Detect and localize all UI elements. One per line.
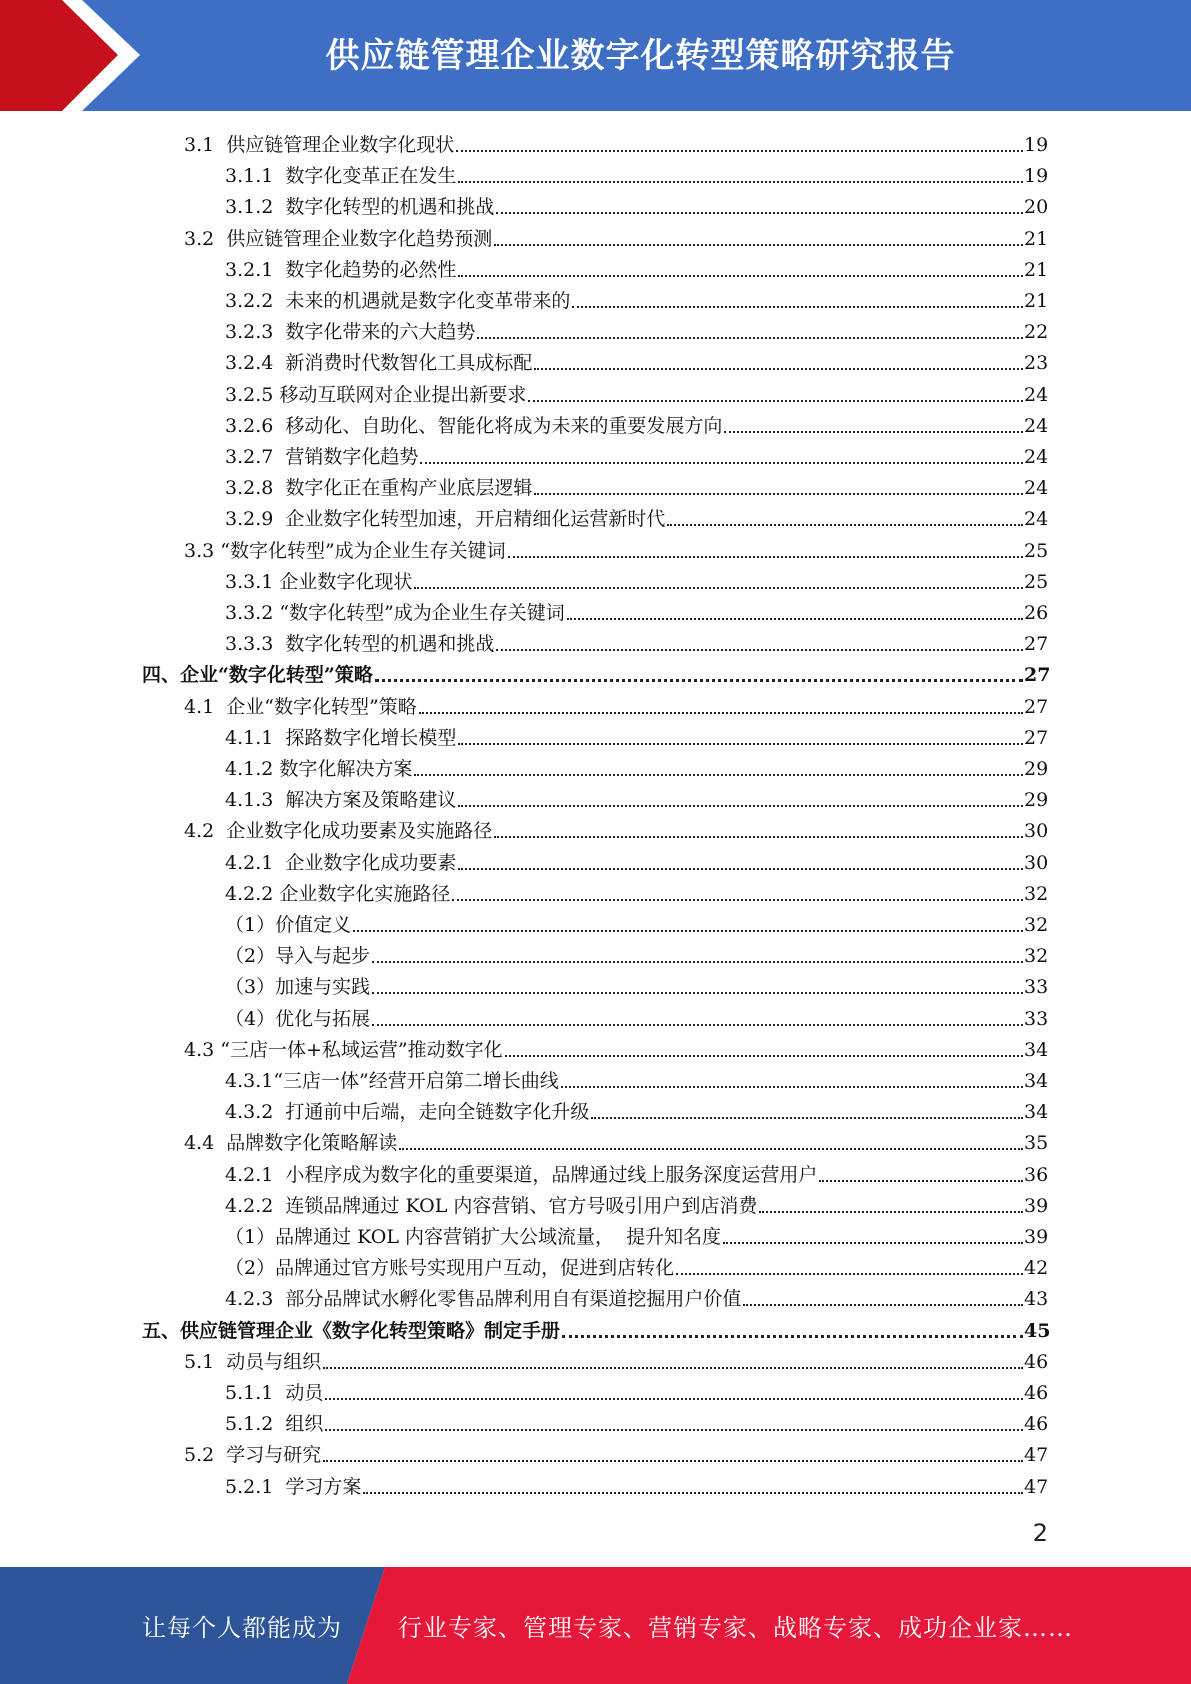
toc-entry[interactable]	[225, 1374, 1048, 1405]
footer-slogan-right: 行业专家、管理专家、营销专家、战略专家、成功企业家……	[398, 1614, 1073, 1642]
toc-entry[interactable]	[225, 438, 1048, 469]
toc-entry-label: （2）导入与起步	[225, 945, 371, 968]
toc-entry-page: 47	[1024, 1444, 1049, 1467]
toc-entry-page: 26	[1024, 602, 1049, 624]
toc-dot-leader	[458, 868, 1023, 870]
toc-dot-leader	[667, 524, 1023, 526]
toc-entry[interactable]	[225, 500, 1048, 531]
toc-dot-leader	[325, 1398, 1023, 1400]
toc-entry-page: 39	[1024, 1226, 1049, 1248]
toc-dot-leader	[372, 992, 1023, 994]
toc-entry[interactable]	[184, 1124, 1048, 1155]
toc-entry[interactable]	[225, 844, 1048, 875]
toc-dot-leader	[420, 462, 1023, 464]
toc-entry-page: 33	[1024, 1007, 1049, 1030]
toc-entry-page: 34	[1024, 1101, 1049, 1124]
toc-entry-page: 27	[1024, 664, 1051, 687]
toc-entry-page: 34	[1024, 1070, 1049, 1092]
toc-dot-leader	[534, 493, 1023, 495]
toc-entry-page: 42	[1024, 1257, 1049, 1280]
toc-entry-label: 3.1.2 数字化转型的机遇和挑战	[225, 196, 495, 219]
toc-entry-page: 27	[1024, 695, 1049, 718]
toc-entry[interactable]	[225, 1468, 1048, 1499]
toc-entry-label: 3.2.8 数字化正在重构产业底层逻辑	[225, 477, 533, 500]
toc-entry[interactable]	[225, 594, 1048, 625]
toc-entry-label: 3.3 “数字化转型”成为企业生存关键词	[184, 539, 506, 562]
toc-entry-page: 43	[1024, 1288, 1049, 1311]
toc-entry-label: 5.1.2 组织	[225, 1413, 324, 1436]
toc-dot-leader	[325, 1429, 1023, 1431]
toc-dot-leader	[323, 1367, 1023, 1369]
toc-entry[interactable]	[225, 968, 1048, 999]
toc-entry[interactable]	[225, 1187, 1048, 1218]
toc-dot-leader	[414, 587, 1023, 589]
toc-entry[interactable]	[225, 781, 1048, 812]
toc-entry-page: 22	[1024, 321, 1049, 344]
toc-entry-label: 4.2 企业数字化成功要素及实施路径	[184, 820, 493, 843]
toc-entry[interactable]	[225, 1000, 1048, 1031]
toc-entry-label: 3.2.5 移动互联网对企业提出新要求	[225, 383, 527, 406]
toc-entry[interactable]	[225, 188, 1048, 219]
toc-dot-leader	[414, 774, 1023, 776]
toc-entry-page: 19	[1024, 134, 1049, 156]
toc-dot-leader	[419, 712, 1023, 714]
toc-dot-leader	[567, 618, 1023, 620]
footer-slogan-left: 让每个人都能成为	[142, 1614, 342, 1642]
toc-entry-page: 23	[1024, 352, 1049, 375]
toc-entry[interactable]	[184, 126, 1048, 157]
toc-dot-leader	[452, 899, 1023, 901]
toc-entry[interactable]	[184, 1031, 1048, 1062]
toc-entry[interactable]	[225, 251, 1048, 282]
toc-entry-label: 5.2.1 学习方案	[225, 1475, 362, 1498]
toc-entry-label: 4.2.1 小程序成为数字化的重要渠道，品牌通过线上服务深度运营用户	[225, 1163, 818, 1186]
toc-entry-label: 4.3.1“三店一体”经营开启第二增长曲线	[225, 1070, 559, 1092]
toc-entry-page: 32	[1024, 882, 1049, 905]
toc-entry-label: （1）价值定义	[225, 914, 352, 936]
toc-dot-leader	[591, 1117, 1023, 1119]
toc-entry-page: 47	[1024, 1475, 1049, 1498]
toc-dot-leader	[458, 743, 1023, 745]
toc-entry-page: 32	[1024, 945, 1049, 968]
toc-dot-leader	[561, 1086, 1023, 1088]
toc-dot-leader	[363, 1492, 1023, 1494]
toc-entry[interactable]	[184, 1343, 1048, 1374]
toc-entry[interactable]	[225, 1280, 1048, 1311]
toc-entry-page: 24	[1024, 508, 1049, 531]
toc-entry-page: 25	[1024, 570, 1049, 593]
toc-entry-label: 5.2 学习与研究	[184, 1444, 322, 1467]
toc-entry-page: 29	[1024, 758, 1049, 780]
toc-entry-page: 46	[1024, 1382, 1049, 1404]
toc-entry-page: 19	[1024, 165, 1049, 188]
toc-dot-leader	[528, 400, 1023, 402]
toc-entry-page: 25	[1024, 539, 1049, 562]
toc-entry-page: 35	[1024, 1132, 1049, 1155]
toc-entry[interactable]	[142, 1312, 1051, 1343]
document-title: 供应链管理企业数字化转型策略研究报告	[325, 35, 956, 76]
toc-entry[interactable]	[225, 313, 1048, 344]
page-number: 2	[1032, 1519, 1048, 1547]
toc-dot-leader	[456, 150, 1023, 152]
toc-entry[interactable]	[225, 344, 1048, 375]
toc-entry[interactable]	[225, 157, 1048, 188]
toc-entry-page: 21	[1024, 290, 1049, 312]
toc-entry-label: 4.1 企业“数字化转型”策略	[184, 695, 417, 718]
toc-entry[interactable]	[225, 719, 1048, 750]
toc-entry[interactable]	[225, 1218, 1048, 1249]
toc-entry-page: 30	[1024, 851, 1049, 874]
toc-dot-leader	[496, 212, 1023, 214]
toc-dot-leader	[458, 275, 1023, 277]
toc-dot-leader	[759, 1211, 1023, 1213]
toc-entry[interactable]	[184, 532, 1048, 563]
toc-dot-leader	[676, 1273, 1023, 1275]
toc-entry-page: 46	[1024, 1413, 1049, 1436]
toc-entry-label: 4.1.2 数字化解决方案	[225, 758, 413, 780]
toc-entry-label: 五、供应链管理企业《数字化转型策略》制定手册	[142, 1319, 561, 1342]
toc-entry-label: 4.3 “三店一体+私域运营”推动数字化	[184, 1038, 503, 1061]
header-arrow-decoration	[0, 0, 150, 111]
toc-entry-label: 4.2.2 连锁品牌通过 KOL 内容营销、官方号吸引用户到店消费	[225, 1194, 758, 1217]
toc-entry[interactable]	[225, 1093, 1048, 1124]
toc-dot-leader	[458, 805, 1023, 807]
toc-entry-label: 5.1.1 动员	[225, 1382, 324, 1404]
toc-entry-label: 3.2.4 新消费时代数智化工具成标配	[225, 352, 533, 375]
toc-entry-label: 4.3.2 打通前中后端，走向全链数字化升级	[225, 1101, 590, 1124]
toc-entry-label: 3.2.7 营销数字化趋势	[225, 446, 419, 468]
header-red-shape	[0, 0, 118, 111]
toc-entry[interactable]	[184, 1436, 1048, 1467]
toc-entry[interactable]	[225, 1405, 1048, 1436]
toc-dot-leader	[372, 961, 1023, 963]
toc-entry[interactable]	[225, 625, 1048, 656]
toc-entry-label: 4.2.2 企业数字化实施路径	[225, 882, 451, 905]
toc-entry[interactable]	[225, 563, 1048, 594]
toc-entry[interactable]	[225, 1156, 1048, 1187]
toc-entry-label: 3.2.3 数字化带来的六大趋势	[225, 321, 476, 344]
toc-dot-leader	[458, 181, 1023, 183]
toc-entry-page: 34	[1024, 1038, 1049, 1061]
toc-dot-leader	[399, 1148, 1023, 1150]
toc-dot-leader	[508, 556, 1023, 558]
toc-entry-label: （4）优化与拓展	[225, 1007, 371, 1030]
page-header	[0, 0, 1191, 111]
toc-entry[interactable]	[225, 906, 1048, 937]
toc-dot-leader	[505, 1055, 1023, 1057]
toc-dot-leader	[534, 368, 1023, 370]
toc-entry-page: 21	[1024, 227, 1049, 250]
toc-entry-label: 4.2.3 部分品牌试水孵化零售品牌利用自有渠道挖掘用户价值	[225, 1288, 742, 1311]
toc-entry-label: 3.2.2 未来的机遇就是数字化变革带来的	[225, 290, 571, 312]
toc-entry-label: 4.1.1 探路数字化增长模型	[225, 726, 457, 749]
toc-entry-page: 24	[1024, 414, 1049, 437]
toc-entry[interactable]	[184, 812, 1048, 843]
toc-entry-page: 33	[1024, 976, 1049, 999]
toc-entry-page: 27	[1024, 726, 1049, 749]
toc-dot-leader	[323, 1460, 1023, 1462]
toc-entry-label: 4.2.1 企业数字化成功要素	[225, 851, 457, 874]
toc-entry-label: （2）品牌通过官方账号实现用户互动，促进到店转化	[225, 1257, 675, 1280]
toc-dot-leader	[494, 244, 1023, 246]
toc-dot-leader	[819, 1180, 1023, 1182]
toc-entry-page: 45	[1024, 1319, 1051, 1342]
toc-entry-page: 29	[1024, 789, 1049, 812]
toc-entry-page: 21	[1024, 258, 1049, 281]
toc-entry-page: 32	[1024, 914, 1049, 936]
toc-dot-leader	[724, 431, 1023, 433]
toc-entry-label: 3.2.1 数字化趋势的必然性	[225, 258, 457, 281]
page-footer	[0, 1567, 1191, 1684]
toc-entry[interactable]	[225, 937, 1048, 968]
toc-entry-label: （1）品牌通过 KOL 内容营销扩大公域流量， 提升知名度	[225, 1226, 722, 1248]
toc-dot-leader	[477, 337, 1023, 339]
toc-dot-leader	[572, 306, 1023, 308]
toc-dot-leader	[562, 1335, 1023, 1338]
toc-entry-label: 4.1.3 解决方案及策略建议	[225, 789, 457, 812]
toc-entry[interactable]	[225, 750, 1048, 781]
toc-entry-label: 3.2.6 移动化、自助化、智能化将成为未来的重要发展方向	[225, 414, 723, 437]
toc-entry-page: 24	[1024, 383, 1049, 406]
toc-dot-leader	[375, 679, 1023, 682]
toc-dot-leader	[494, 836, 1023, 838]
toc-entry-label: 3.1 供应链管理企业数字化现状	[184, 134, 455, 156]
toc-entry-page: 30	[1024, 820, 1049, 843]
toc-entry[interactable]	[142, 656, 1051, 687]
toc-entry-label: 3.3.1 企业数字化现状	[225, 570, 413, 593]
toc-entry[interactable]	[184, 220, 1048, 251]
toc-entry[interactable]	[225, 875, 1048, 906]
toc-entry[interactable]	[225, 407, 1048, 438]
toc-entry-label: （3）加速与实践	[225, 976, 371, 999]
toc-entry-label: 四、企业“数字化转型”策略	[142, 664, 373, 687]
toc-entry-label: 3.3.3 数字化转型的机遇和挑战	[225, 633, 495, 656]
toc-dot-leader	[496, 649, 1023, 651]
toc-entry-label: 3.2.9 企业数字化转型加速，开启精细化运营新时代	[225, 508, 666, 531]
toc-entry-label: 3.3.2 “数字化转型”成为企业生存关键词	[225, 602, 565, 624]
toc-entry[interactable]	[225, 376, 1048, 407]
toc-dot-leader	[372, 1024, 1023, 1026]
toc-entry-page: 39	[1024, 1194, 1049, 1217]
toc-entry[interactable]	[225, 1062, 1048, 1093]
toc-entry-label: 3.1.1 数字化变革正在发生	[225, 165, 457, 188]
toc-entry-label: 5.1 动员与组织	[184, 1350, 322, 1373]
toc-entry-page: 24	[1024, 477, 1049, 500]
toc-entry-page: 27	[1024, 633, 1049, 656]
toc-entry[interactable]	[184, 688, 1048, 719]
toc-entry-page: 36	[1024, 1163, 1049, 1186]
toc-dot-leader	[723, 1242, 1023, 1244]
toc-entry-page: 24	[1024, 446, 1049, 468]
toc-entry[interactable]	[225, 469, 1048, 500]
toc-entry-page: 20	[1024, 196, 1049, 219]
toc-dot-leader	[353, 930, 1023, 932]
toc-entry-label: 4.4 品牌数字化策略解读	[184, 1132, 398, 1155]
toc-dot-leader	[743, 1304, 1023, 1306]
toc-entry-label: 3.2 供应链管理企业数字化趋势预测	[184, 227, 493, 250]
toc-entry[interactable]	[225, 282, 1048, 313]
toc-entry[interactable]	[225, 1249, 1048, 1280]
toc-entry-page: 46	[1024, 1350, 1049, 1373]
